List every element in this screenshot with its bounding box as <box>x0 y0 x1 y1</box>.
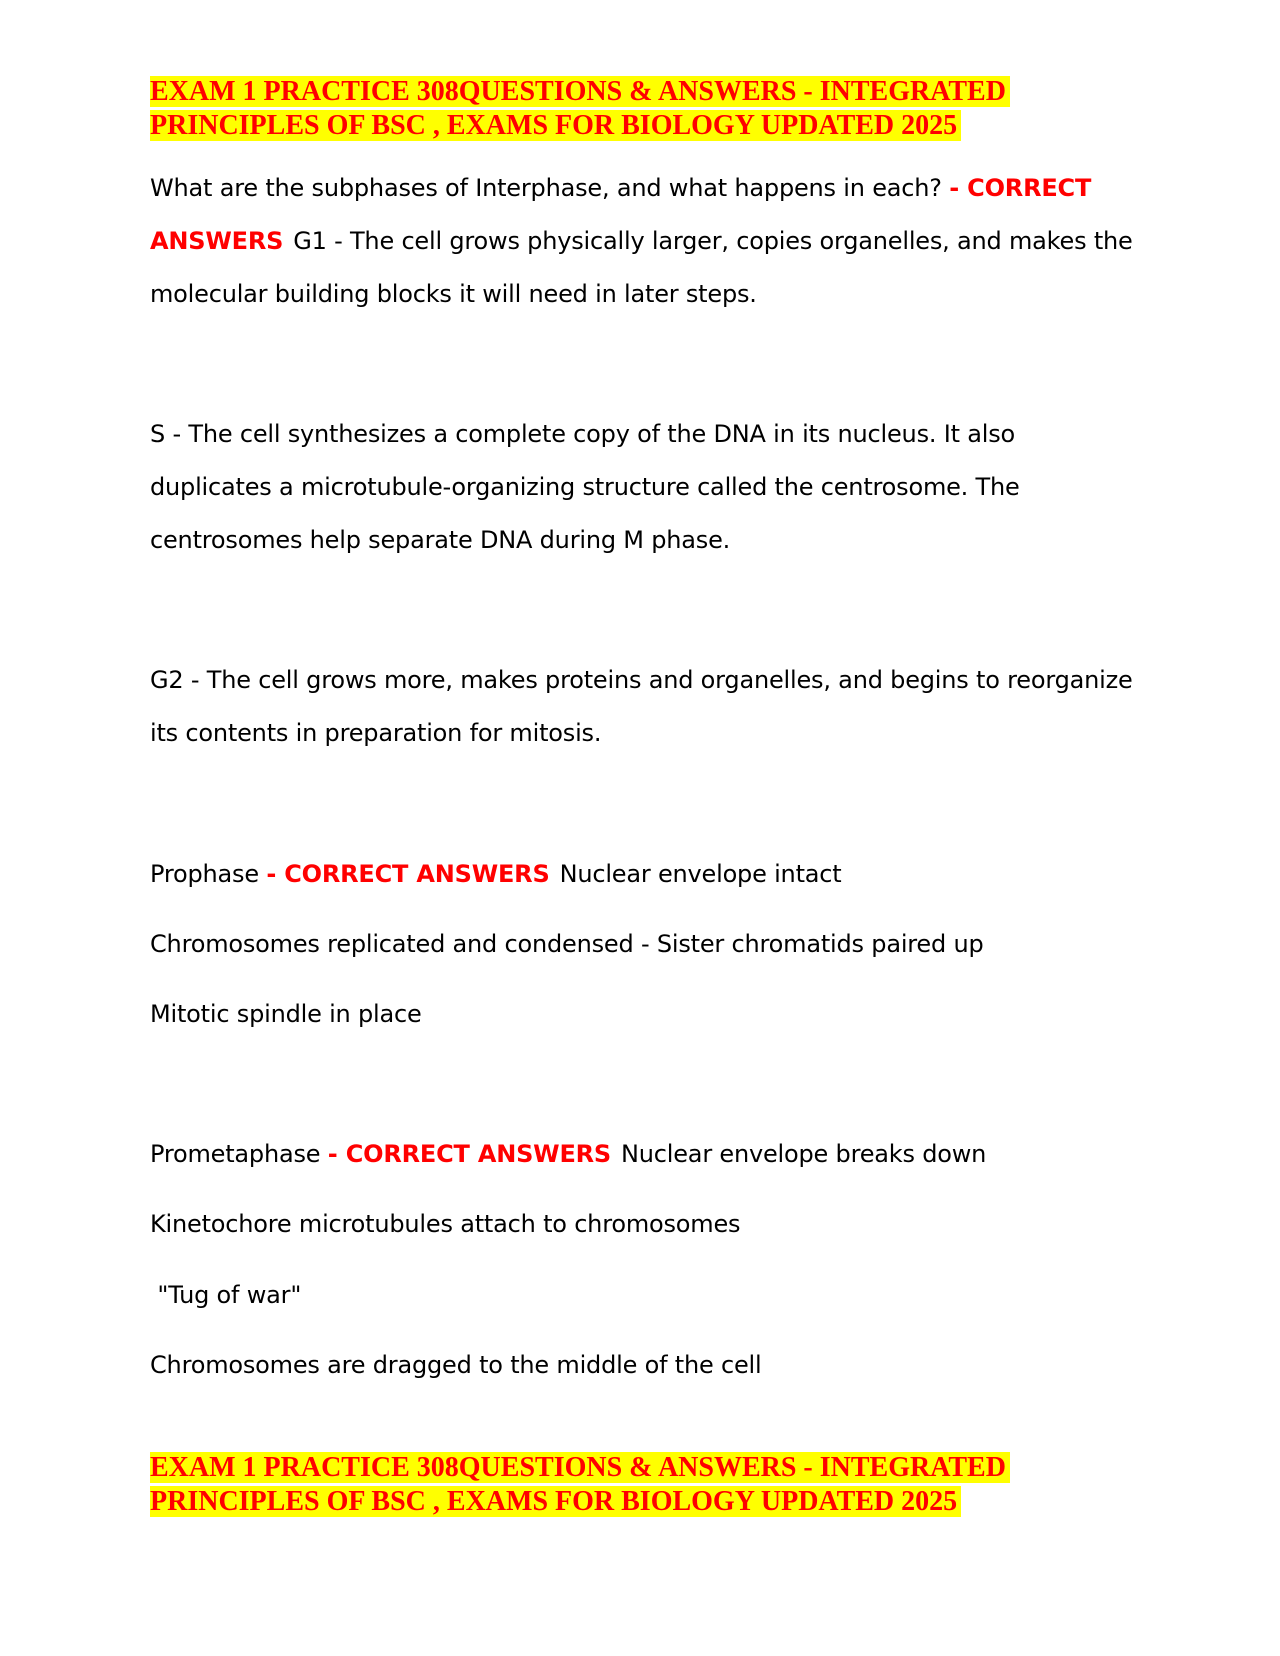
answer-text: G2 - The cell grows more, makes proteins and organelles, and begins to reorganize <box>150 666 1133 694</box>
qa-interphase-line-1 <box>150 174 1091 202</box>
footer-title-line-1: EXAM 1 PRACTICE 308QUESTIONS & ANSWERS - INTEGRATED <box>150 1452 1010 1483</box>
answer-marker: - CORRECT <box>949 174 1092 202</box>
answer-text: Nuclear envelope intact <box>559 860 842 888</box>
question-text: Prophase <box>150 860 259 888</box>
answer-text: molecular building blocks it will need in later steps. <box>150 280 757 308</box>
footer-title-line-2: PRINCIPLES OF BSC , EXAMS FOR BIOLOGY UPDATED 2025 <box>150 1486 961 1517</box>
answer-text: centrosomes help separate DNA during M phase. <box>150 526 731 554</box>
qa-interphase-line-2 <box>150 227 1133 255</box>
answer-marker: - CORRECT ANSWERS <box>327 1140 612 1168</box>
answer-text: Nuclear envelope breaks down <box>621 1140 987 1168</box>
answer-text: duplicates a microtubule-organizing structure called the centrosome. The <box>150 473 1020 501</box>
title-line-1: EXAM 1 PRACTICE 308QUESTIONS & ANSWERS - INTEGRATED <box>150 76 1010 107</box>
answer-text: "Tug of war" <box>150 1281 302 1309</box>
answer-text: Chromosomes replicated and condensed - Sister chromatids paired up <box>150 930 984 958</box>
qa-prophase <box>150 860 842 888</box>
answer-text: Chromosomes are dragged to the middle of the cell <box>150 1351 762 1379</box>
question-text: What are the subphases of Interphase, and what happens in each? <box>150 174 942 202</box>
answer-marker: ANSWERS <box>150 227 284 255</box>
qa-prometaphase <box>150 1140 986 1168</box>
answer-text: S - The cell synthesizes a complete copy of the DNA in its nucleus. It also <box>150 420 1016 448</box>
answer-text: Kinetochore microtubules attach to chromosomes <box>150 1210 741 1238</box>
answer-text: its contents in preparation for mitosis. <box>150 719 602 747</box>
answer-text: G1 - The cell grows physically larger, copies organelles, and makes the <box>293 227 1133 255</box>
document-title <box>150 75 1010 143</box>
document-footer-title <box>150 1451 1010 1519</box>
answer-text: Mitotic spindle in place <box>150 1000 422 1028</box>
answer-marker: - CORRECT ANSWERS <box>266 860 550 888</box>
question-text: Prometaphase <box>150 1140 321 1168</box>
title-line-2: PRINCIPLES OF BSC , EXAMS FOR BIOLOGY UPDATED 2025 <box>150 110 961 141</box>
